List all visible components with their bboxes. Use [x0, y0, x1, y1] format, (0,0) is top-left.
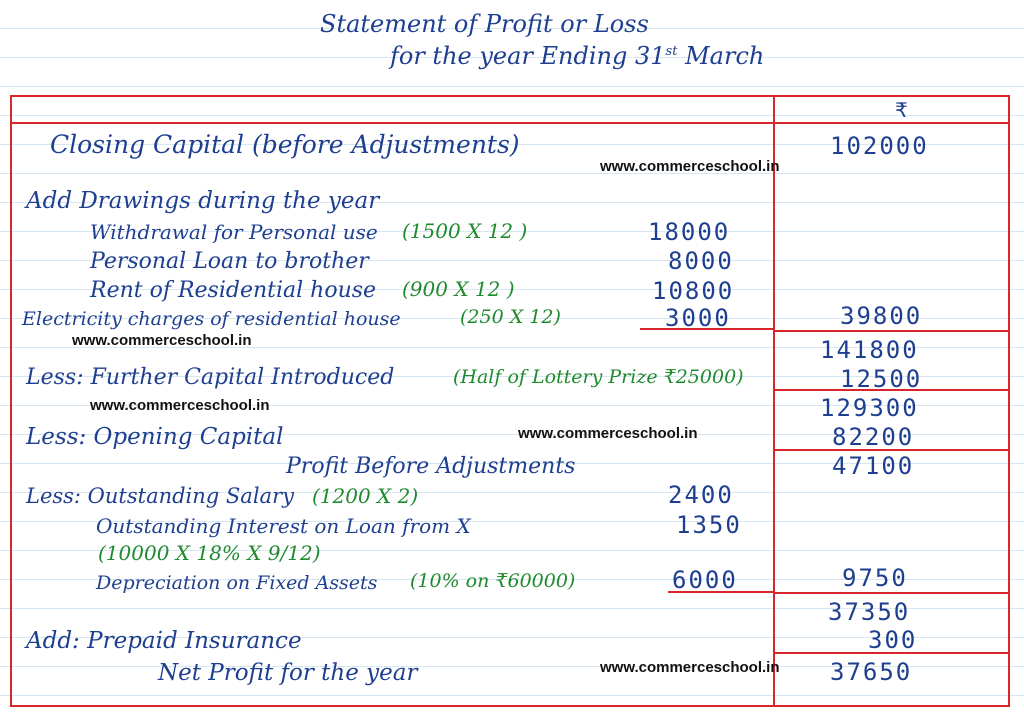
- outstanding-interest-note: (10000 X 18% X 9/12): [98, 541, 321, 565]
- further-capital-note: (Half of Lottery Prize ₹25000): [453, 366, 744, 388]
- depreciation-amount: 6000: [672, 566, 738, 594]
- rent-label: Rent of Residential house: [90, 278, 377, 303]
- drawings-total: 39800: [840, 302, 923, 330]
- add-drawings-label: Add Drawings during the year: [26, 188, 380, 214]
- further-capital-label: Less: Further Capital Introduced: [26, 365, 395, 390]
- depreciation-label: Depreciation on Fixed Assets: [96, 572, 378, 594]
- rent-note: (900 X 12 ): [402, 277, 515, 301]
- profit-before-label: Profit Before Adjustments: [286, 454, 576, 479]
- electricity-note: (250 X 12): [460, 306, 561, 328]
- outstanding-salary-note: (1200 X 2): [312, 484, 419, 508]
- adjustments-total: 9750: [842, 564, 908, 592]
- opening-capital-label: Less: Opening Capital: [26, 424, 284, 450]
- opening-capital-total: 82200: [832, 423, 915, 451]
- statement-title: Statement of Profit or Loss: [320, 10, 649, 38]
- subtitle-main: for the year Ending 31: [390, 42, 666, 70]
- prepaid-label: Add: Prepaid Insurance: [26, 628, 302, 654]
- watermark-5: www.commerceschool.in: [600, 659, 780, 676]
- electricity-label: Electricity charges of residential house: [22, 308, 401, 330]
- subtotal3-total: 37350: [828, 598, 911, 626]
- depreciation-note: (10% on ₹60000): [410, 570, 576, 592]
- further-capital-total: 12500: [840, 365, 923, 393]
- watermark-2: www.commerceschool.in: [72, 332, 252, 349]
- rule-subtotal3: [775, 592, 1010, 594]
- subtitle-sup: st: [665, 44, 678, 59]
- net-profit-label: Net Profit for the year: [158, 660, 418, 686]
- statement-subtitle: [390, 42, 764, 70]
- subtotal2-total: 129300: [820, 394, 919, 422]
- watermark-4: www.commerceschool.in: [518, 425, 698, 442]
- table-left-border: [10, 95, 12, 707]
- watermark-1: www.commerceschool.in: [600, 158, 780, 175]
- withdrawal-label: Withdrawal for Personal use: [90, 220, 378, 244]
- watermark-3: www.commerceschool.in: [90, 397, 270, 414]
- prepaid-total: 300: [868, 626, 918, 654]
- closing-capital-label: Closing Capital (before Adjustments): [50, 130, 520, 159]
- rupee-icon: ₹: [895, 98, 908, 122]
- rule-subtotal1: [775, 330, 1010, 332]
- table-right-border: [1008, 95, 1010, 707]
- table-bottom-border: [10, 705, 1010, 707]
- outstanding-salary-label: Less: Outstanding Salary: [26, 484, 294, 508]
- outstanding-interest-amount: 1350: [676, 511, 742, 539]
- electricity-amount: 3000: [665, 304, 731, 332]
- personal-loan-amount: 8000: [668, 247, 734, 275]
- table-top-border: [10, 95, 1010, 97]
- rent-amount: 10800: [652, 277, 735, 305]
- amount-column-divider: [773, 95, 775, 707]
- table-header-border: [10, 122, 1010, 124]
- outstanding-salary-amount: 2400: [668, 481, 734, 509]
- subtitle-end: March: [685, 42, 765, 70]
- withdrawal-amount: 18000: [648, 218, 731, 246]
- profit-before-total: 47100: [832, 452, 915, 480]
- closing-capital-total: 102000: [830, 132, 929, 160]
- subtotal1-total: 141800: [820, 336, 919, 364]
- withdrawal-note: (1500 X 12 ): [402, 219, 528, 243]
- net-profit-total: 37650: [830, 658, 913, 686]
- outstanding-interest-label: Outstanding Interest on Loan from X: [96, 514, 471, 538]
- personal-loan-label: Personal Loan to brother: [90, 249, 369, 274]
